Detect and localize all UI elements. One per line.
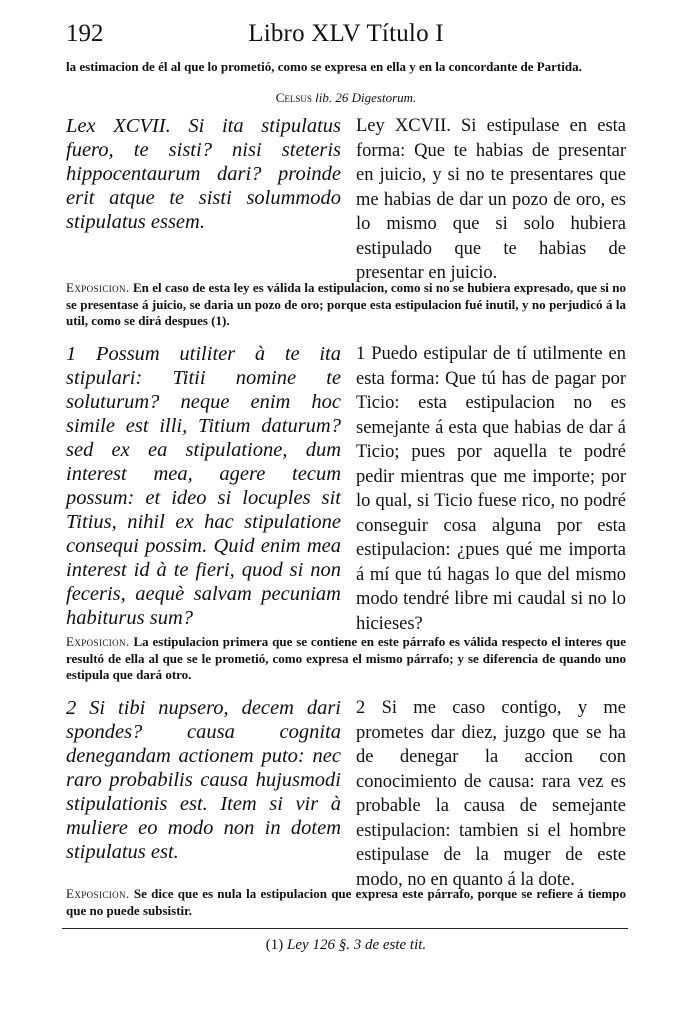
footnote [66, 937, 626, 954]
footnote-divider [62, 928, 628, 929]
exposicion-text: Se dice que es nula la estipulacion que expresa este párrafo, porque se refiere á tiempo que no puede subsistir. [66, 886, 626, 918]
latin-text-paragraph-2: 2 Si tibi nupsero, decem dari spondes? causa cognita denegandam actionem puto: nec raro probabilis causa hujusmodi stipulationis est. Item si vir à muliere eo modo non in dotem stipulatus est. [66, 697, 341, 863]
spanish-text-paragraph-1: 1 Puedo estipular de tí utilmente en esta forma: Que tú has de pagar por Ticio: esta estipulacion no es semejante á esta que habias de dar á Ticio; pues por aquella te podré pedir mientras que me importe; por lo qual, si Ticio fuese rico, no podré conseguir cosa alguna por esta estipulacion: ¿pues qué me importa á mí que tú hagas lo que del mismo modo tendré libre mi caudal si no lo hicieses? [356, 344, 626, 634]
source-author: Celsus [275, 90, 312, 105]
source-work: lib. 26 Digestorum. [311, 90, 417, 105]
spanish-text-paragraph-2: 2 Si me caso contigo, y me prometes dar diez, juzgo que se ha de denegar la accion con conocimiento de causa: rara vez es probable la causa de semejante estipulacion: tambien si el hombre estipulase de la muger de este modo, no en quanto á la dote. [356, 698, 626, 890]
latin-text-paragraph-1: 1 Possum utiliter à te ita stipulari: Titii nomine te soluturum? neque enim hoc simile est illi, Titium daturum? sed ex ea stipulatione, dum interest mea, agere tecum possum: et ideo si locuples sit Titius, nihil ex hac stipulatione consequi possim. Quid enim mea interest id à te fieri, quod si non feceris, aequè salvam pecuniam habiturus sum? [66, 343, 341, 629]
exposicion-text: En el caso de esta ley es válida la estipulacion, como si no se hubiera expresado, que si no se presentase á juicio, se daria un pozo de oro; porque esta estipulacion fué inutil, y no perjudicó á la util, como se dirá despues (1). [66, 280, 626, 328]
footnote-text: Ley 126 §. 3 de este tit. [283, 937, 427, 953]
exposicion-paragraph-2 [66, 886, 626, 919]
source-citation [66, 90, 626, 106]
exposicion-label: Exposicion. [66, 280, 130, 295]
intro-paragraph: la estimacion de él al que lo prometió, como se expresa en ella y en la concordante de Partida. [66, 59, 582, 74]
exposicion-text: La estipulacion primera que se contiene en este párrafo es válida respecto el interes que resultó de ella al que se le prometió, como expresa el mismo párrafo; y se diferencia de quando uno estipula que dará otro. [66, 634, 626, 682]
running-title: Libro XLV Título I [248, 20, 444, 47]
page-number: 192 [66, 20, 104, 47]
exposicion-label: Exposicion. [66, 886, 130, 901]
exposicion-paragraph-1 [66, 634, 626, 684]
footnote-mark: (1) [265, 937, 284, 953]
page-header [66, 18, 626, 50]
spanish-text-ley-xcvii: Ley XCVII. Si estipulase en esta forma: Que te habias de presentar en juicio, y si no te presentares que me habias de dar un pozo de oro, es lo mismo que si solo hubiera estipulado que te habias de presentar en juicio. [356, 116, 626, 283]
exposicion-label: Exposicion. [66, 634, 130, 649]
latin-text-lex-xcvii: Lex XCVII. Si ita stipulatus fuero, te sisti? nisi steteris hippocentaurum dari? proinde erit atque te sisti solummodo stipulatus essem. [66, 115, 341, 233]
exposicion-ley-xcvii [66, 280, 626, 330]
